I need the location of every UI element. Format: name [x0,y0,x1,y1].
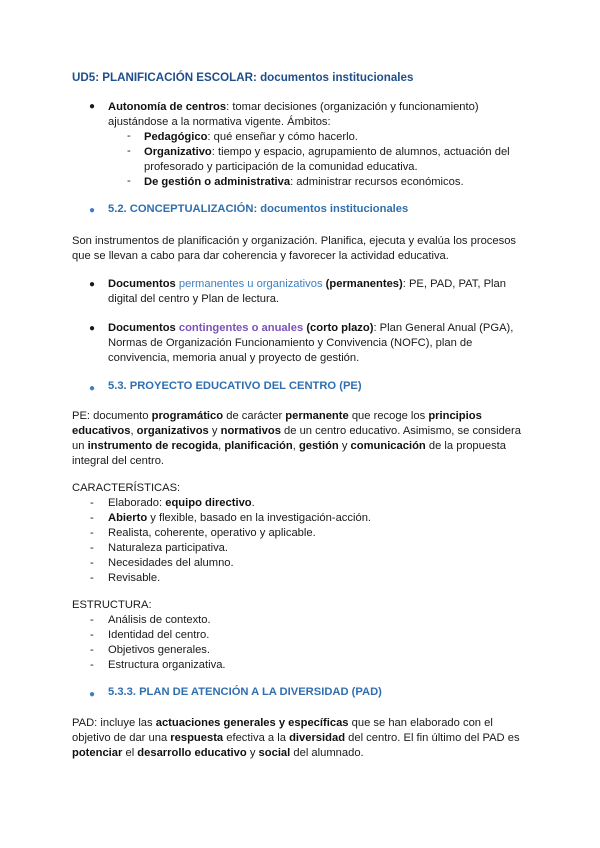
text: Análisis de contexto. [108,614,211,626]
label: Documentos [108,322,176,334]
dash-icon: - [127,130,131,142]
caracteristicas-heading: CARACTERÍSTICAS: [72,482,181,494]
dash-icon: - [90,497,94,509]
text: Necesidades del alumno. [108,557,234,569]
bullet-icon: ● [89,689,96,700]
dash-icon: - [90,629,94,641]
list-item [90,526,371,541]
bold: diversidad [289,732,346,744]
list-item [90,571,371,586]
dash-icon: - [90,659,94,671]
dash-icon: - [90,614,94,626]
dash-icon: - [127,175,131,187]
text: y [338,440,351,452]
intro-line: que se llevan a cabo para dar coherencia y favorecer la actividad educativa. [72,250,449,262]
bold: desarrollo educativo [137,747,247,759]
list-item [90,628,226,643]
text: Identidad del centro. [108,629,210,641]
text: Naturaleza participativa. [108,542,229,554]
dash-icon: - [90,527,94,539]
bold: respuesta [170,732,224,744]
text: , [292,440,299,452]
text: del alumnado. [290,747,364,759]
bold: Abierto [108,512,148,524]
paren: (corto plazo) [306,322,374,334]
section-heading-5-2: 5.2. CONCEPTUALIZACIÓN: documentos institucionales [108,203,409,215]
text: Revisable. [108,572,161,584]
dash-icon: - [90,512,94,524]
list-item [90,556,371,571]
ambito-label: Organizativo [144,146,212,158]
text: y flexible, basado en la investigación-acción. [147,512,372,524]
ambito-label: Pedagógico [144,131,208,143]
bold: organizativos [136,425,209,437]
document-title: UD5: PLANIFICACIÓN ESCOLAR: documentos institucionales [72,71,414,84]
bold: comunicación [350,440,426,452]
text: Estructura organizativa. [108,659,226,671]
bold: potenciar [72,747,123,759]
text: y [208,425,221,437]
bold: normativos [220,425,281,437]
ambito-text: : qué enseñar y cómo hacerlo. [207,131,358,143]
dash-icon: - [90,572,94,584]
text: efectiva a la [223,732,290,744]
bold: equipo directivo [165,497,252,509]
text: PAD: incluye las [72,717,156,729]
bold: educativos [72,425,131,437]
intro-line: Son instrumentos de planificación y organización. Planifica, ejecuta y evalúa los procesos [72,235,517,247]
paren: (permanentes) [325,278,403,290]
text: Objetivos generales. [108,644,210,656]
dash-icon: - [127,145,131,157]
text: objetivo de dar una [72,732,171,744]
text: PE: documento [72,410,152,422]
text: de un centro educativo. Asimismo, se considera [280,425,521,437]
bold: actuaciones generales y específicas [155,717,349,729]
ambito-text: : administrar recursos económicos. [290,176,464,188]
bold: principios [428,410,482,422]
ambito-text-2: profesorado y participación de la comunidad educativa. [144,161,418,173]
text-2: digital del centro y Plan de lectura. [108,293,280,305]
text: . [251,497,255,509]
text: , [130,425,137,437]
colored-term: contingentes o anuales [178,322,304,334]
section-5-2-intro [72,234,516,264]
list-item [90,658,226,673]
list-item [90,643,226,658]
text: integral del centro. [72,455,165,467]
ambito-item [144,145,510,175]
bold: programático [151,410,224,422]
section-heading-5-3: 5.3. PROYECTO EDUCATIVO DEL CENTRO (PE) [108,380,362,392]
autonomia-text-2: ajustándose a la normativa vigente. Ámbitos: [108,116,331,128]
text-2: Normas de Organización Funcionamiento y Convivencia (NOFC), plan de [108,337,473,349]
ambito-text: : tiempo y espacio, agrupamiento de alumnos, actuación del [211,146,510,158]
dash-icon: - [90,557,94,569]
bullet-icon: ● [89,279,96,290]
documentos-permanentes [108,277,506,307]
pad-paragraph [72,716,520,761]
documentos-contingentes [108,321,513,366]
list-item [90,613,226,628]
text: Elaborado: [108,497,166,509]
text: : Plan General Anual (PGA), [373,322,514,334]
text: de la propuesta [425,440,507,452]
section-heading-5-3-3: 5.3.3. PLAN DE ATENCIÓN A LA DIVERSIDAD (PAD) [108,686,382,698]
text: un [72,440,88,452]
text: el [122,747,138,759]
list-item [90,511,371,526]
autonomia-label: Autonomía de centros [108,101,227,113]
text: : PE, PAD, PAT, Plan [402,278,506,290]
ambito-item [144,175,464,190]
pe-paragraph [72,409,521,469]
colored-term: permanentes u organizativos [178,278,323,290]
text: Realista, coherente, operativo y aplicable. [108,527,316,539]
bullet-icon: ● [89,323,96,334]
text-3: convivencia, memoria anual y proyecto de gestión. [108,352,360,364]
estructura-heading: ESTRUCTURA: [72,599,152,611]
autonomia-block [108,100,479,130]
dash-icon: - [90,542,94,554]
list-item [90,541,371,556]
caracteristicas-list [90,496,371,586]
text: , [218,440,225,452]
text: y [246,747,259,759]
autonomia-text: : tomar decisiones (organización y funcionamiento) [226,101,479,113]
text: de carácter [223,410,286,422]
ambito-label: De gestión o administrativa [144,176,291,188]
bold: planificación [224,440,293,452]
text: que recoge los [348,410,429,422]
bold: instrumento de recogida [87,440,219,452]
estructura-list [90,613,226,673]
text: del centro. El fin último del PAD es [345,732,520,744]
bold: permanente [285,410,349,422]
ambito-item [144,130,358,145]
list-item [90,496,371,511]
bold: gestión [298,440,339,452]
bullet-icon: ● [89,101,96,112]
bold: social [258,747,291,759]
dash-icon: - [90,644,94,656]
text: que se han elaborado con el [348,717,493,729]
bullet-icon: ● [89,205,96,216]
bullet-icon: ● [89,383,96,394]
label: Documentos [108,278,176,290]
